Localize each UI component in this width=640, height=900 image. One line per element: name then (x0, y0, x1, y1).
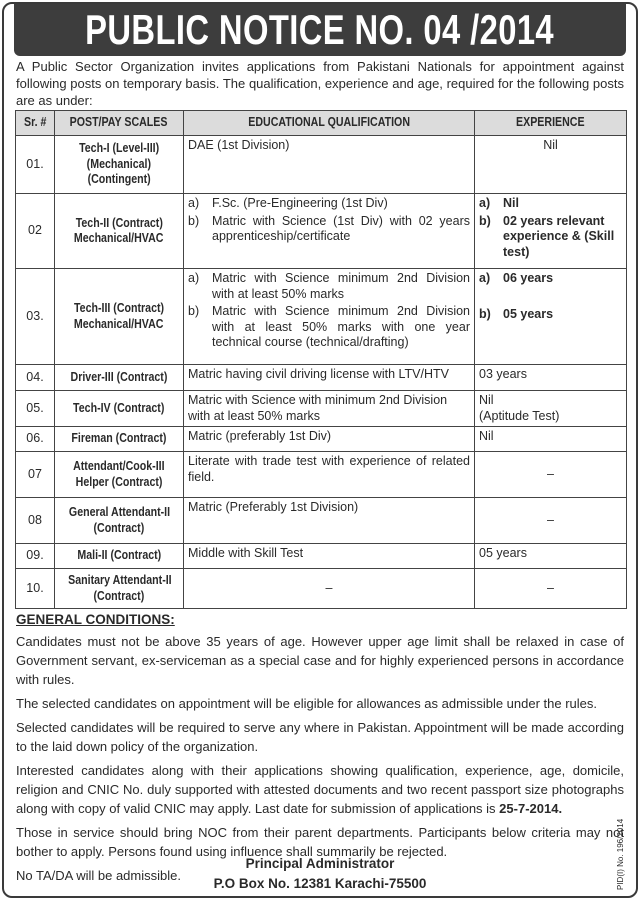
page-title: PUBLIC NOTICE NO. 04 /2014 (85, 6, 555, 53)
qualification-cell: Matric (Preferably 1st Division) (184, 498, 475, 544)
sr-cell: 05. (16, 391, 55, 427)
table-row (16, 194, 627, 269)
experience-cell: – (475, 452, 627, 498)
condition-application: Interested candidates along with their applications showing qualification, experience, age, domicile, religion and CNIC No. duly supported with attested documents and two recent passport size photographs along with copy of valid CNIC may apply. Last date for submission of applications is 25-7-2014. (16, 763, 624, 816)
experience-cell: Nil (Aptitude Test) (475, 391, 627, 427)
condition-posting: Selected candidates will be required to serve any where in Pakistan. Appointment will be made according to the laid down policy of the organization. (16, 720, 624, 754)
post-cell: Fireman (Contract) (55, 427, 184, 452)
header-post: POST/PAY SCALES (55, 111, 184, 136)
qualification-cell: Middle with Skill Test (184, 544, 475, 569)
sr-cell: 03. (16, 269, 55, 365)
post-cell: Driver-III (Contract) (55, 365, 184, 391)
condition-noc: Those in service should bring NOC from their parent departments. Participants below criteria may not bother to apply. Persons found using influence shall summarily be rejected. (16, 825, 624, 859)
table-row (16, 452, 627, 498)
condition-age: Candidates must not be above 35 years of age. However upper age limit shall be relaxed in case of Government servant, ex-serviceman as a special case and for highly experienced persons in accordance with rules. (16, 634, 624, 687)
general-conditions (16, 610, 624, 890)
qualification-cell: DAE (1st Division) (184, 136, 475, 194)
post-cell: General Attendant-II (Contract) (55, 498, 184, 544)
sr-cell: 08 (16, 498, 55, 544)
experience-cell: – (475, 569, 627, 609)
qualification-cell: Matric having civil driving license with LTV/HTV (184, 365, 475, 391)
header-experience: EXPERIENCE (475, 111, 627, 136)
sr-cell: 01. (16, 136, 55, 194)
experience-cell: a) Nil b) 02 years relevant experience & (Skill test) (475, 194, 627, 269)
table-row (16, 569, 627, 609)
table-row (16, 498, 627, 544)
post-cell: Tech-III (Contract) Mechanical/HVAC (55, 269, 184, 365)
table-row (16, 391, 627, 427)
table-row (16, 136, 627, 194)
header-qualification: EDUCATIONAL QUALIFICATION (184, 111, 475, 136)
post-cell: Tech-IV (Contract) (55, 391, 184, 427)
table-row (16, 427, 627, 452)
experience-cell: 03 years (475, 365, 627, 391)
signature-title: Principal Administrator (245, 856, 395, 871)
experience-cell: – (475, 498, 627, 544)
condition-ta-da: No TA/DA will be admissible. (16, 868, 181, 883)
qualification-cell: Literate with trade test with experience of related field. (184, 452, 475, 498)
qualification-cell: – (184, 569, 475, 609)
post-cell: Sanitary Attendant-II (Contract) (55, 569, 184, 609)
general-conditions-heading: GENERAL CONDITIONS: (16, 612, 175, 627)
sr-cell: 07 (16, 452, 55, 498)
sr-cell: 06. (16, 427, 55, 452)
condition-allowances: The selected candidates on appointment will be eligible for allowances as admissible under the rules. (16, 696, 598, 711)
table-row (16, 544, 627, 569)
sr-cell: 04. (16, 365, 55, 391)
post-cell: Tech-II (Contract) Mechanical/HVAC (55, 194, 184, 269)
posts-table (15, 110, 627, 609)
intro-text: A Public Sector Organization invites applications from Pakistani Nationals for appointment against following posts on temporary basis. The qualification, experience and age, required for the following posts are as under: (16, 59, 624, 108)
table-header (16, 111, 627, 136)
experience-cell: Nil (475, 136, 627, 194)
qualification-cell: a) F.Sc. (Pre-Engineering (1st Div) b) Matric with Science (1st Div) with 02 years apprenticeship/certificate (184, 194, 475, 269)
table-row (16, 269, 627, 365)
post-cell: Tech-I (Level-III) (Mechanical) (Contingent) (55, 136, 184, 194)
sr-cell: 02 (16, 194, 55, 269)
signature-address: P.O Box No. 12381 Karachi-75500 (213, 876, 427, 891)
post-cell: Mali-II (Contract) (55, 544, 184, 569)
post-cell: Attendant/Cook-III Helper (Contract) (55, 452, 184, 498)
table-row (16, 365, 627, 391)
qualification-cell: Matric (preferably 1st Div) (184, 427, 475, 452)
last-date: 25-7-2014. (499, 801, 563, 816)
title-banner (14, 4, 626, 56)
qualification-cell: Matric with Science with minimum 2nd Division with at least 50% marks (184, 391, 475, 427)
qualification-cell: a) Matric with Science minimum 2nd Division with at least 50% marks b) Matric with Science minimum 2nd Division with at least 50% marks with one year technical course (technical/drafting) (184, 269, 475, 365)
experience-cell: Nil (475, 427, 627, 452)
experience-cell: 05 years (475, 544, 627, 569)
experience-cell: a) 06 years b) 05 years (475, 269, 627, 365)
sr-cell: 10. (16, 569, 55, 609)
sr-cell: 09. (16, 544, 55, 569)
pid-number: PID(I) No. 196/2014 (616, 818, 625, 890)
header-sr: Sr. # (16, 111, 55, 136)
